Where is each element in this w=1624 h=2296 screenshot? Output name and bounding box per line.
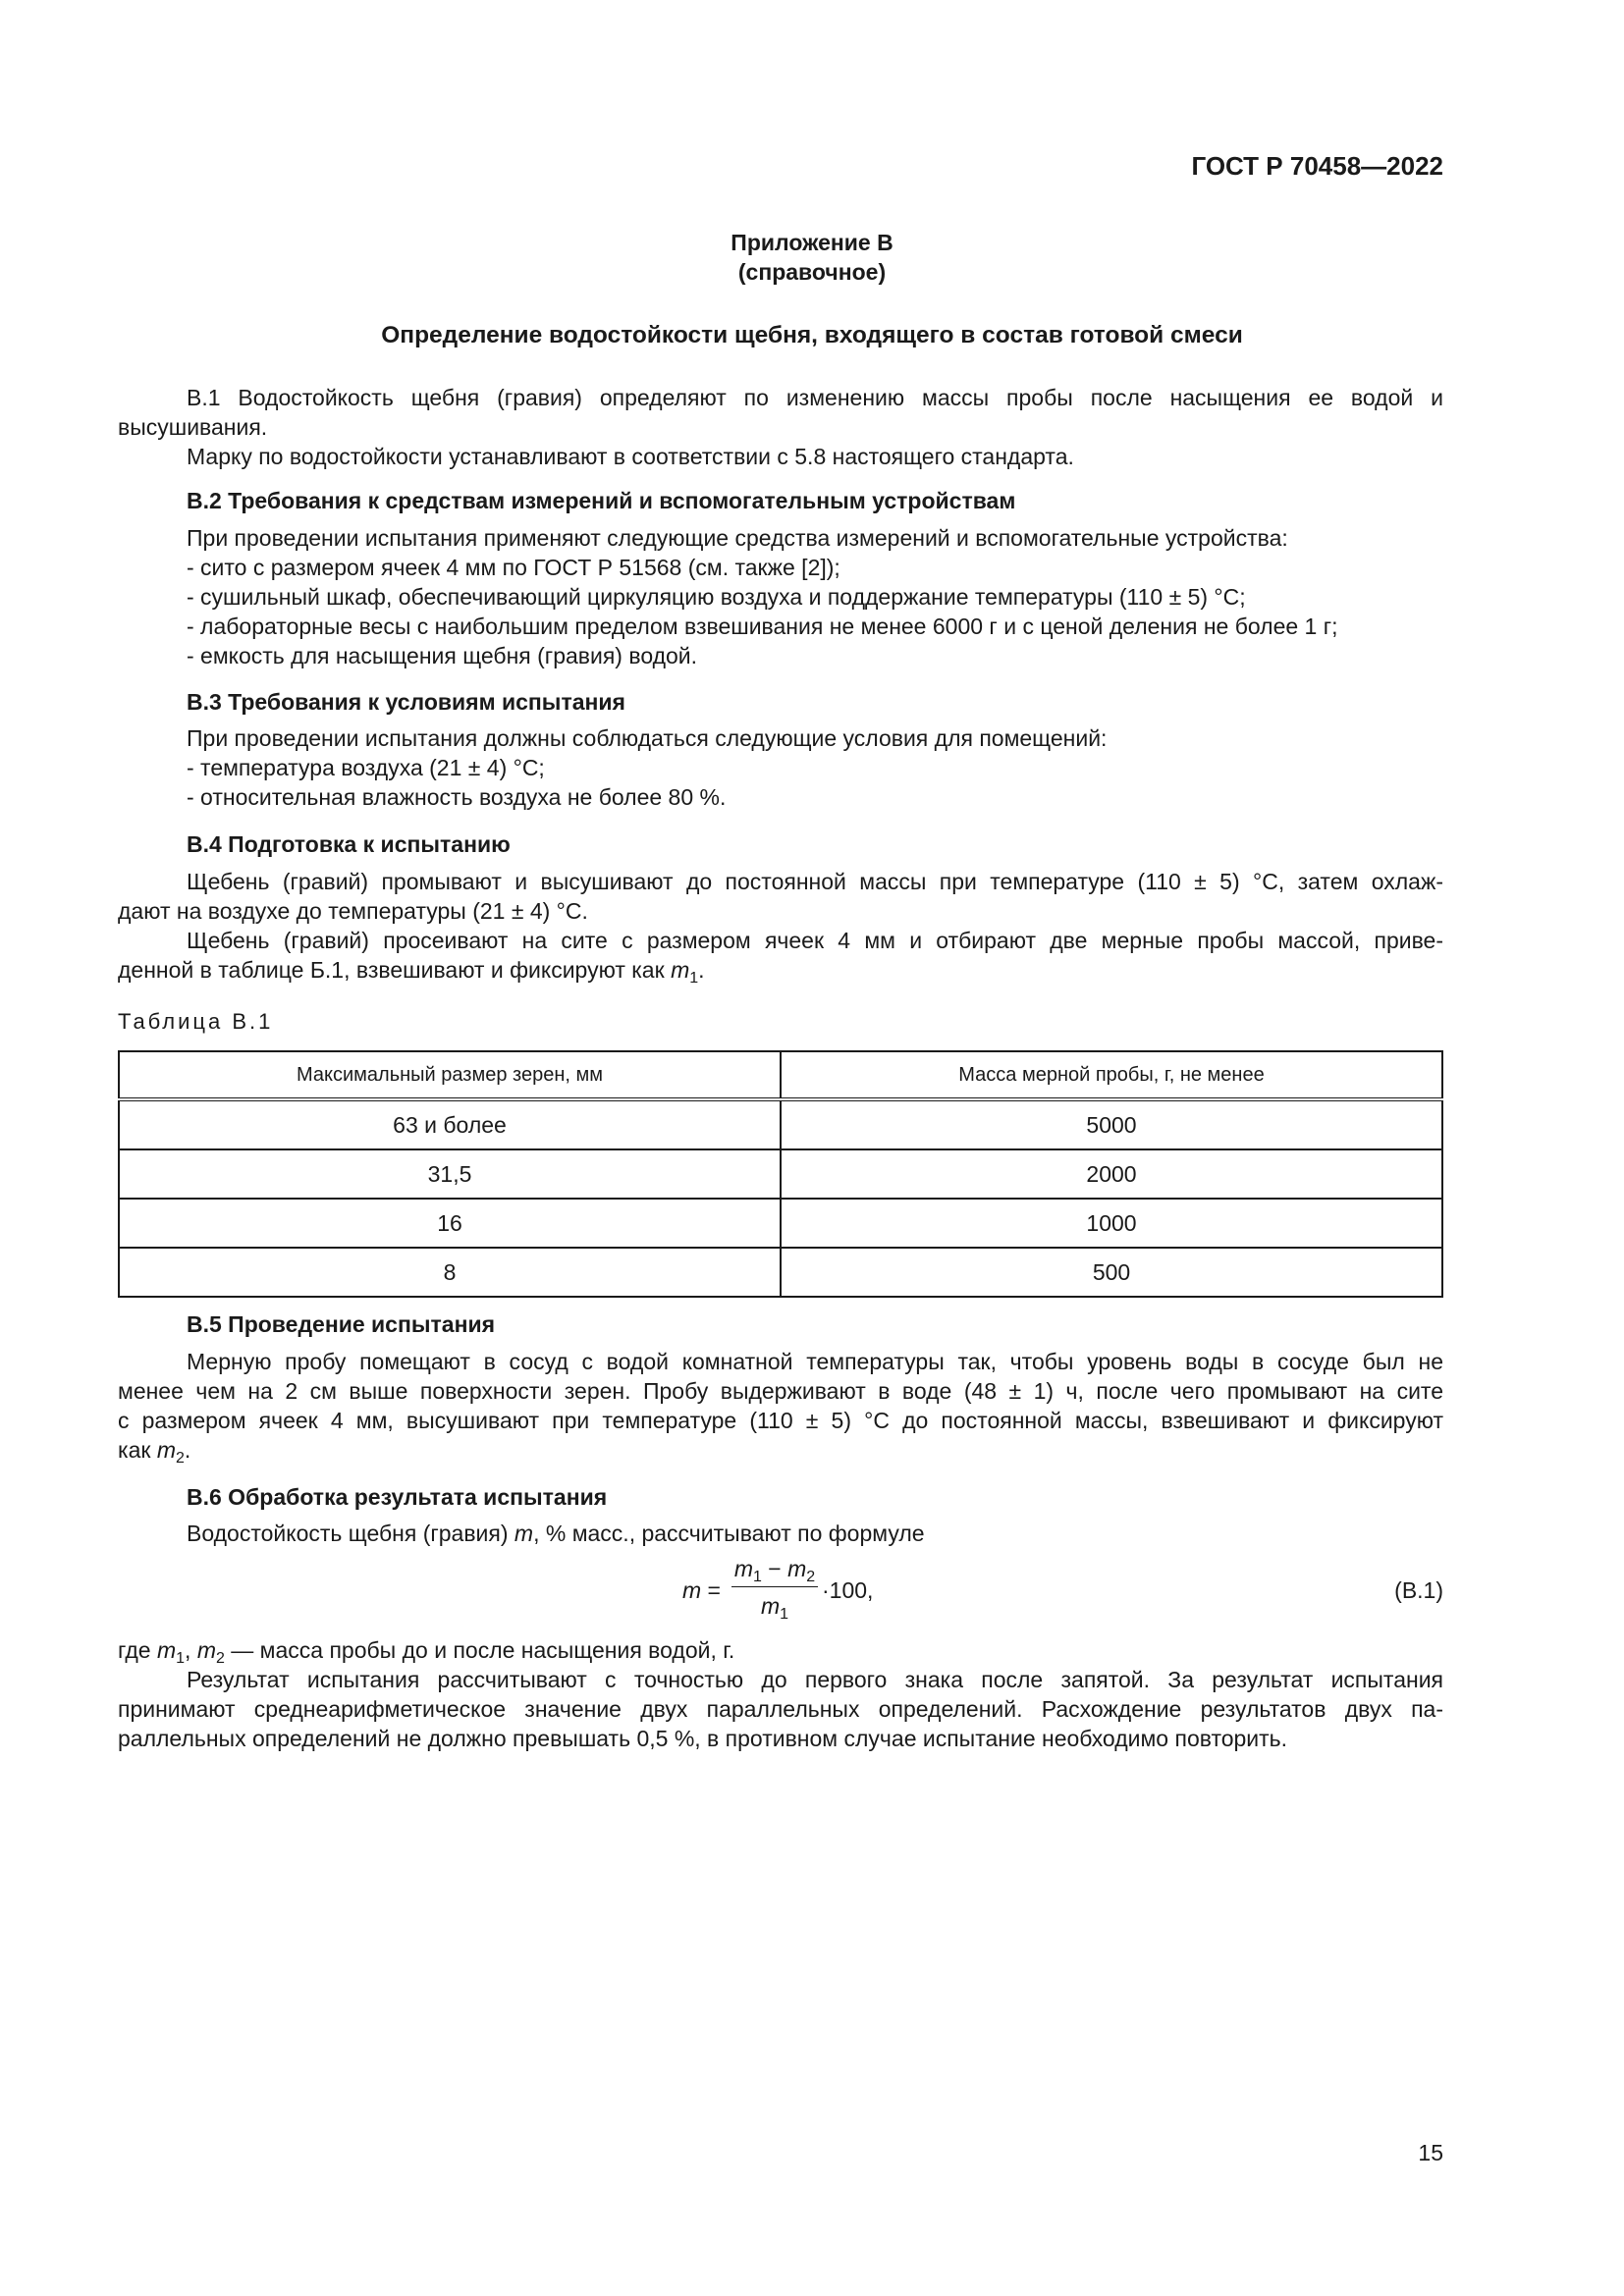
table-header-cell: Максимальный размер зерен, мм	[119, 1051, 781, 1099]
table-cell: 1000	[781, 1199, 1442, 1248]
b3-item-1: - температура воздуха (21 ± 4) °С;	[187, 755, 545, 780]
formula-denominator: $m_1$	[760, 1593, 789, 1623]
b5-line-1: Мерную пробу помещают в сосуд с водой комнатной температуры так, чтобы уровень воды в сосуде был не	[187, 1349, 1443, 1374]
standard-number: ГОСТ Р 70458—2022	[1191, 151, 1443, 181]
table-cell: 5000	[781, 1099, 1442, 1149]
b2-heading: В.2 Требования к средствам измерений и вспомогательным устройствам	[187, 488, 1016, 513]
b2-item-1: - сито с размером ячеек 4 мм по ГОСТ Р 51568 (см. также [2]);	[187, 555, 840, 580]
b4-p1-line-1: Щебень (гравий) промывают и высушивают до постоянной массы при температуре (110 ± 5) °С, затем охлаж-	[187, 869, 1443, 894]
b6-result-line-3: раллельных определений не должно превышать 0,5 %, в противном случае испытание необходимо повторить.	[118, 1726, 1288, 1751]
b5-line-2: менее чем на 2 см выше поверхности зерен. Пробу выдерживают в воде (48 ± 1) ч, после чего промывают на сите	[118, 1378, 1443, 1404]
table-header-row	[119, 1051, 1442, 1099]
b3-item-2: - относительная влажность воздуха не более 80 %.	[187, 784, 727, 810]
annex-label: Приложение В	[731, 230, 893, 255]
b1-line-3: Марку по водостойкости устанавливают в соответствии с 5.8 настоящего стандарта.	[187, 444, 1074, 469]
table-cell: 500	[781, 1248, 1442, 1297]
annex-status: (справочное)	[737, 259, 887, 285]
annex-title: Определение водостойкости щебня, входящего в состав готовой смеси	[381, 322, 1243, 348]
table-row	[119, 1248, 1442, 1297]
table-label: Таблица В.1	[118, 1009, 274, 1034]
b2-item-4: - емкость для насыщения щебня (гравия) водой.	[187, 643, 698, 668]
formula-number: (В.1)	[1394, 1577, 1443, 1603]
variable-m: m	[156, 1437, 176, 1463]
variable-m: m	[671, 957, 690, 983]
b5-heading: В.5 Проведение испытания	[187, 1311, 496, 1337]
b4-heading: В.4 Подготовка к испытанию	[187, 831, 511, 857]
table-header-cell: Масса мерной пробы, г, не менее	[781, 1051, 1442, 1099]
b4-p2-line-2: денной в таблице Б.1, взвешивают и фиксируют как $m_1$.	[118, 957, 705, 987]
b1-line-1: В.1 Водостойкость щебня (гравия) определяют по изменению массы пробы после насыщения ее водой и	[187, 385, 1443, 410]
b2-item-2: - сушильный шкаф, обеспечивающий циркуляцию воздуха и поддержание температуры (110 ± 5) °С;	[187, 584, 1246, 610]
variable-m: m	[514, 1521, 534, 1546]
b6-where: где $m_1$, $m_2$ — масса пробы до и после насыщения водой, г.	[118, 1637, 735, 1667]
sample-mass-table	[118, 1050, 1443, 1298]
b6-result-line-2: принимают среднеарифметическое значение двух параллельных определений. Расхождение результатов двух па-	[118, 1696, 1443, 1722]
b3-intro: При проведении испытания должны соблюдаться следующие условия для помещений:	[187, 725, 1108, 751]
table-cell: 2000	[781, 1149, 1442, 1199]
formula-numerator: $m_1 - m_2$	[733, 1556, 816, 1585]
table-cell: 16	[119, 1199, 781, 1248]
table-row	[119, 1199, 1442, 1248]
formula-fraction	[731, 1551, 818, 1623]
page-number: 15	[1418, 2140, 1443, 2165]
table-cell: 8	[119, 1248, 781, 1297]
table-row	[119, 1149, 1442, 1199]
b1-line-2: высушивания.	[118, 414, 268, 440]
formula-b1	[682, 1551, 918, 1629]
table-cell: 63 и более	[119, 1099, 781, 1149]
b4-p1-line-2: дают на воздухе до температуры (21 ± 4) °С.	[118, 898, 588, 924]
b2-intro: При проведении испытания применяют следующие средства измерений и вспомогательные устройства:	[187, 525, 1288, 551]
b6-result-line-1: Результат испытания рассчитывают с точностью до первого знака после запятой. За результат испытания	[187, 1667, 1443, 1692]
formula-tail: ·100,	[822, 1577, 874, 1603]
formula-lhs: m =	[682, 1577, 721, 1603]
table-cell: 31,5	[119, 1149, 781, 1199]
b6-heading: В.6 Обработка результата испытания	[187, 1484, 608, 1510]
b6-intro: Водостойкость щебня (гравия) m, % масс., рассчитывают по формуле	[187, 1521, 925, 1546]
b3-heading: В.3 Требования к условиям испытания	[187, 689, 625, 715]
b4-p2-line-1: Щебень (гравий) просеивают на сите с размером ячеек 4 мм и отбирают две мерные пробы массой, приве-	[187, 928, 1443, 953]
b2-item-3: - лабораторные весы с наибольшим пределом взвешивания не менее 6000 г и с ценой деления не более 1 г;	[187, 614, 1338, 639]
b5-line-3: с размером ячеек 4 мм, высушивают при температуре (110 ± 5) °С до постоянной массы, взвешивают и фиксируют	[118, 1408, 1443, 1433]
b5-line-4: как $m_2$.	[118, 1437, 191, 1467]
table-row	[119, 1099, 1442, 1149]
